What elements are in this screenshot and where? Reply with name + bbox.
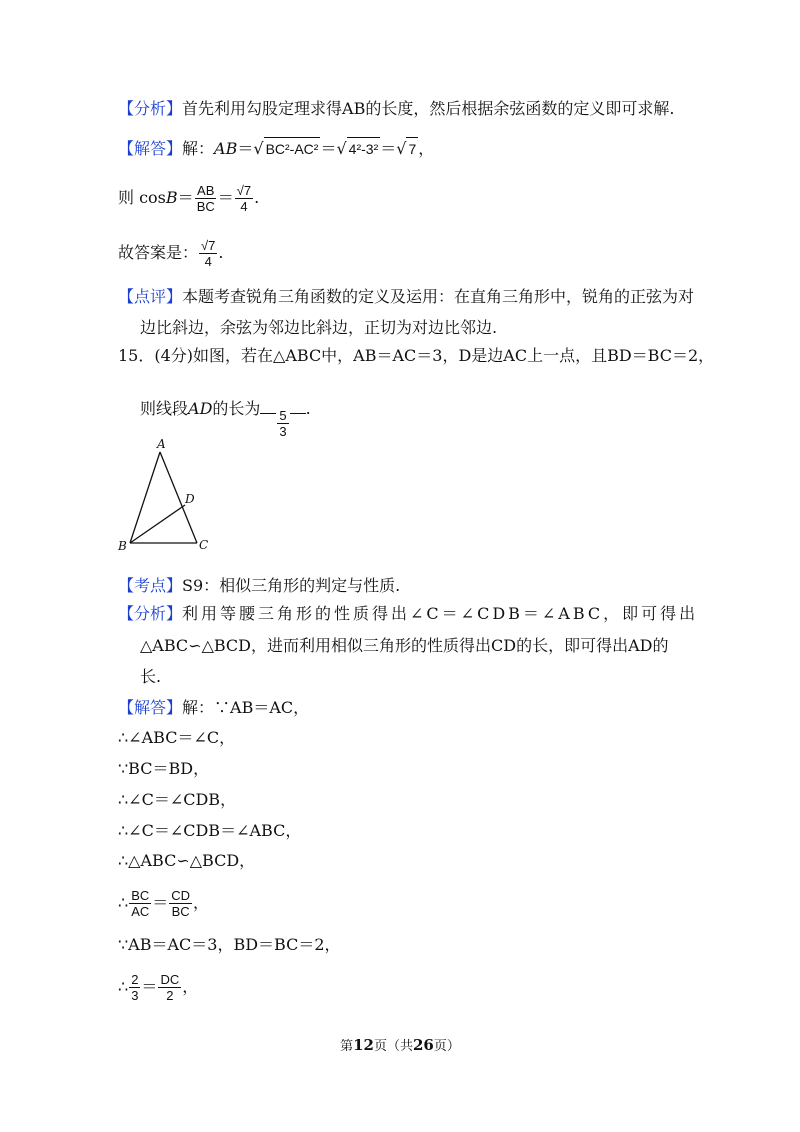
equals: ＝ [152, 893, 169, 912]
triangle-figure [115, 435, 225, 555]
radicand-2: 4²-3² [347, 137, 381, 160]
var-b: B [165, 188, 178, 207]
equals: ＝ [217, 188, 234, 207]
fraction-bc-ac [129, 888, 151, 919]
analysis-text: 首先利用勾股定理求得AB的长度，然后根据余弦函数的定义即可求解. [182, 99, 675, 118]
label-a: A [157, 437, 166, 451]
cos-line [118, 183, 259, 214]
then-cos: 则 cos [118, 188, 166, 207]
question-15-line1: 15．(4分)如图，若在△ABC中，AB＝AC＝3，D是边AC上一点，且BD＝BC＝2， [118, 346, 715, 365]
fraction-ab-bc [195, 183, 217, 214]
radicand-1: BC²-AC² [264, 137, 321, 160]
sqrt-1: √ BC²-AC² [253, 139, 319, 158]
kaodian-text: S9：相似三角形的判定与性质. [182, 576, 401, 595]
comment-1-line1 [118, 286, 694, 308]
final-answer-line [118, 238, 223, 269]
analysis-2-line1 [118, 603, 698, 625]
footer-pre: 第 [340, 1039, 354, 1054]
q15-pre: 则线段 [140, 399, 189, 418]
period: . [305, 399, 311, 418]
label-d: D [185, 492, 195, 506]
footer-post: 页） [433, 1039, 460, 1054]
numerator: √7 [236, 183, 252, 198]
kaodian-tag: 【考点】 [118, 576, 183, 595]
numerator: 5 [279, 408, 287, 423]
page-number: 12 [353, 1036, 374, 1054]
equals: ＝ [237, 139, 254, 158]
period: . [254, 188, 260, 207]
numerator: DC [160, 972, 180, 987]
var-ab: AB [214, 139, 238, 158]
denominator: 3 [279, 424, 287, 439]
sqrt-3: √ 7 [396, 139, 417, 158]
var-ad: AD [188, 399, 213, 418]
comma: ， [182, 977, 199, 996]
analysis-2-line3: 长. [140, 667, 162, 686]
analysis-2-line2: △ABC∽△BCD，进而利用相似三角形的性质得出CD的长，即可得出AD的 [140, 636, 669, 655]
answer-blank [260, 399, 276, 414]
label-b: B [118, 539, 127, 553]
question-15-line2 [140, 398, 311, 439]
fraction-sqrt7-4 [235, 183, 253, 214]
step-7 [118, 888, 209, 919]
final-fraction [199, 238, 217, 269]
kaodian-line [118, 575, 400, 597]
answer-fraction [277, 408, 288, 439]
denominator: BC [196, 199, 215, 214]
fraction-2-3 [129, 972, 140, 1003]
therefore: ∴ [118, 977, 129, 996]
comment-tag: 【点评】 [118, 287, 183, 306]
answer-lead: 解： [182, 139, 215, 158]
denominator: 4 [240, 199, 248, 214]
total-pages: 26 [413, 1036, 434, 1054]
answer-blank [290, 399, 306, 414]
denominator: AC [131, 904, 150, 919]
page-footer [0, 1035, 800, 1054]
denominator: 4 [204, 254, 212, 269]
equals: ＝ [141, 977, 158, 996]
q15-mid: 的长为 [212, 399, 261, 418]
sqrt-2: √ 4²-3² [336, 139, 379, 158]
answer-1-line [118, 137, 434, 160]
equals: ＝ [380, 139, 397, 158]
numerator: √7 [201, 238, 216, 253]
numerator: AB [197, 183, 215, 198]
equals: ＝ [320, 139, 337, 158]
answer-tag: 【解答】 [118, 139, 183, 158]
equals: ＝ [177, 188, 194, 207]
analysis-1 [118, 98, 674, 120]
segment-bd [130, 505, 185, 543]
final-lead: 故答案是： [118, 243, 199, 262]
comment-text-1: 本题考查锐角三角函数的定义及运用：在直角三角形中，锐角的正弦为对 [182, 287, 695, 306]
numerator: CD [171, 888, 191, 903]
analysis-tag: 【分析】 [118, 99, 183, 118]
denominator: BC [171, 904, 190, 919]
fraction-cd-bc [169, 888, 192, 919]
denominator: 2 [166, 988, 174, 1003]
step-6: ∴△ABC∽△BCD， [118, 851, 256, 870]
numerator: BC [131, 888, 150, 903]
answer-2-line1 [118, 697, 309, 719]
step-8: ∵AB＝AC＝3，BD＝BC＝2， [118, 935, 341, 954]
step-4: ∴∠C＝∠CDB， [118, 790, 237, 809]
comment-1-line2: 边比斜边，余弦为邻边比斜边，正切为对边比邻边. [140, 318, 498, 337]
step-2: ∴∠ABC＝∠C， [118, 728, 236, 747]
step-9 [118, 972, 198, 1003]
step-5: ∴∠C＝∠CDB＝∠ABC， [118, 821, 302, 840]
period: . [218, 243, 224, 262]
step-3: ∵BC＝BD， [118, 759, 210, 778]
numerator: 2 [131, 972, 139, 987]
radicand-3: 7 [406, 137, 418, 160]
label-c: C [199, 538, 209, 552]
step-1: 解：∵AB＝AC， [182, 698, 310, 717]
comma: ， [418, 139, 435, 158]
analysis-text-1: 利用等腰三角形的性质得出∠C＝∠CDB＝∠ABC，即可得出 [182, 604, 699, 623]
footer-mid: 页（共 [373, 1039, 413, 1054]
comma: ， [193, 893, 210, 912]
side-ab [130, 452, 160, 543]
fraction-dc-2 [158, 972, 181, 1003]
denominator: 3 [131, 988, 139, 1003]
therefore: ∴ [118, 893, 129, 912]
analysis-tag: 【分析】 [118, 604, 183, 623]
answer-tag: 【解答】 [118, 698, 183, 717]
